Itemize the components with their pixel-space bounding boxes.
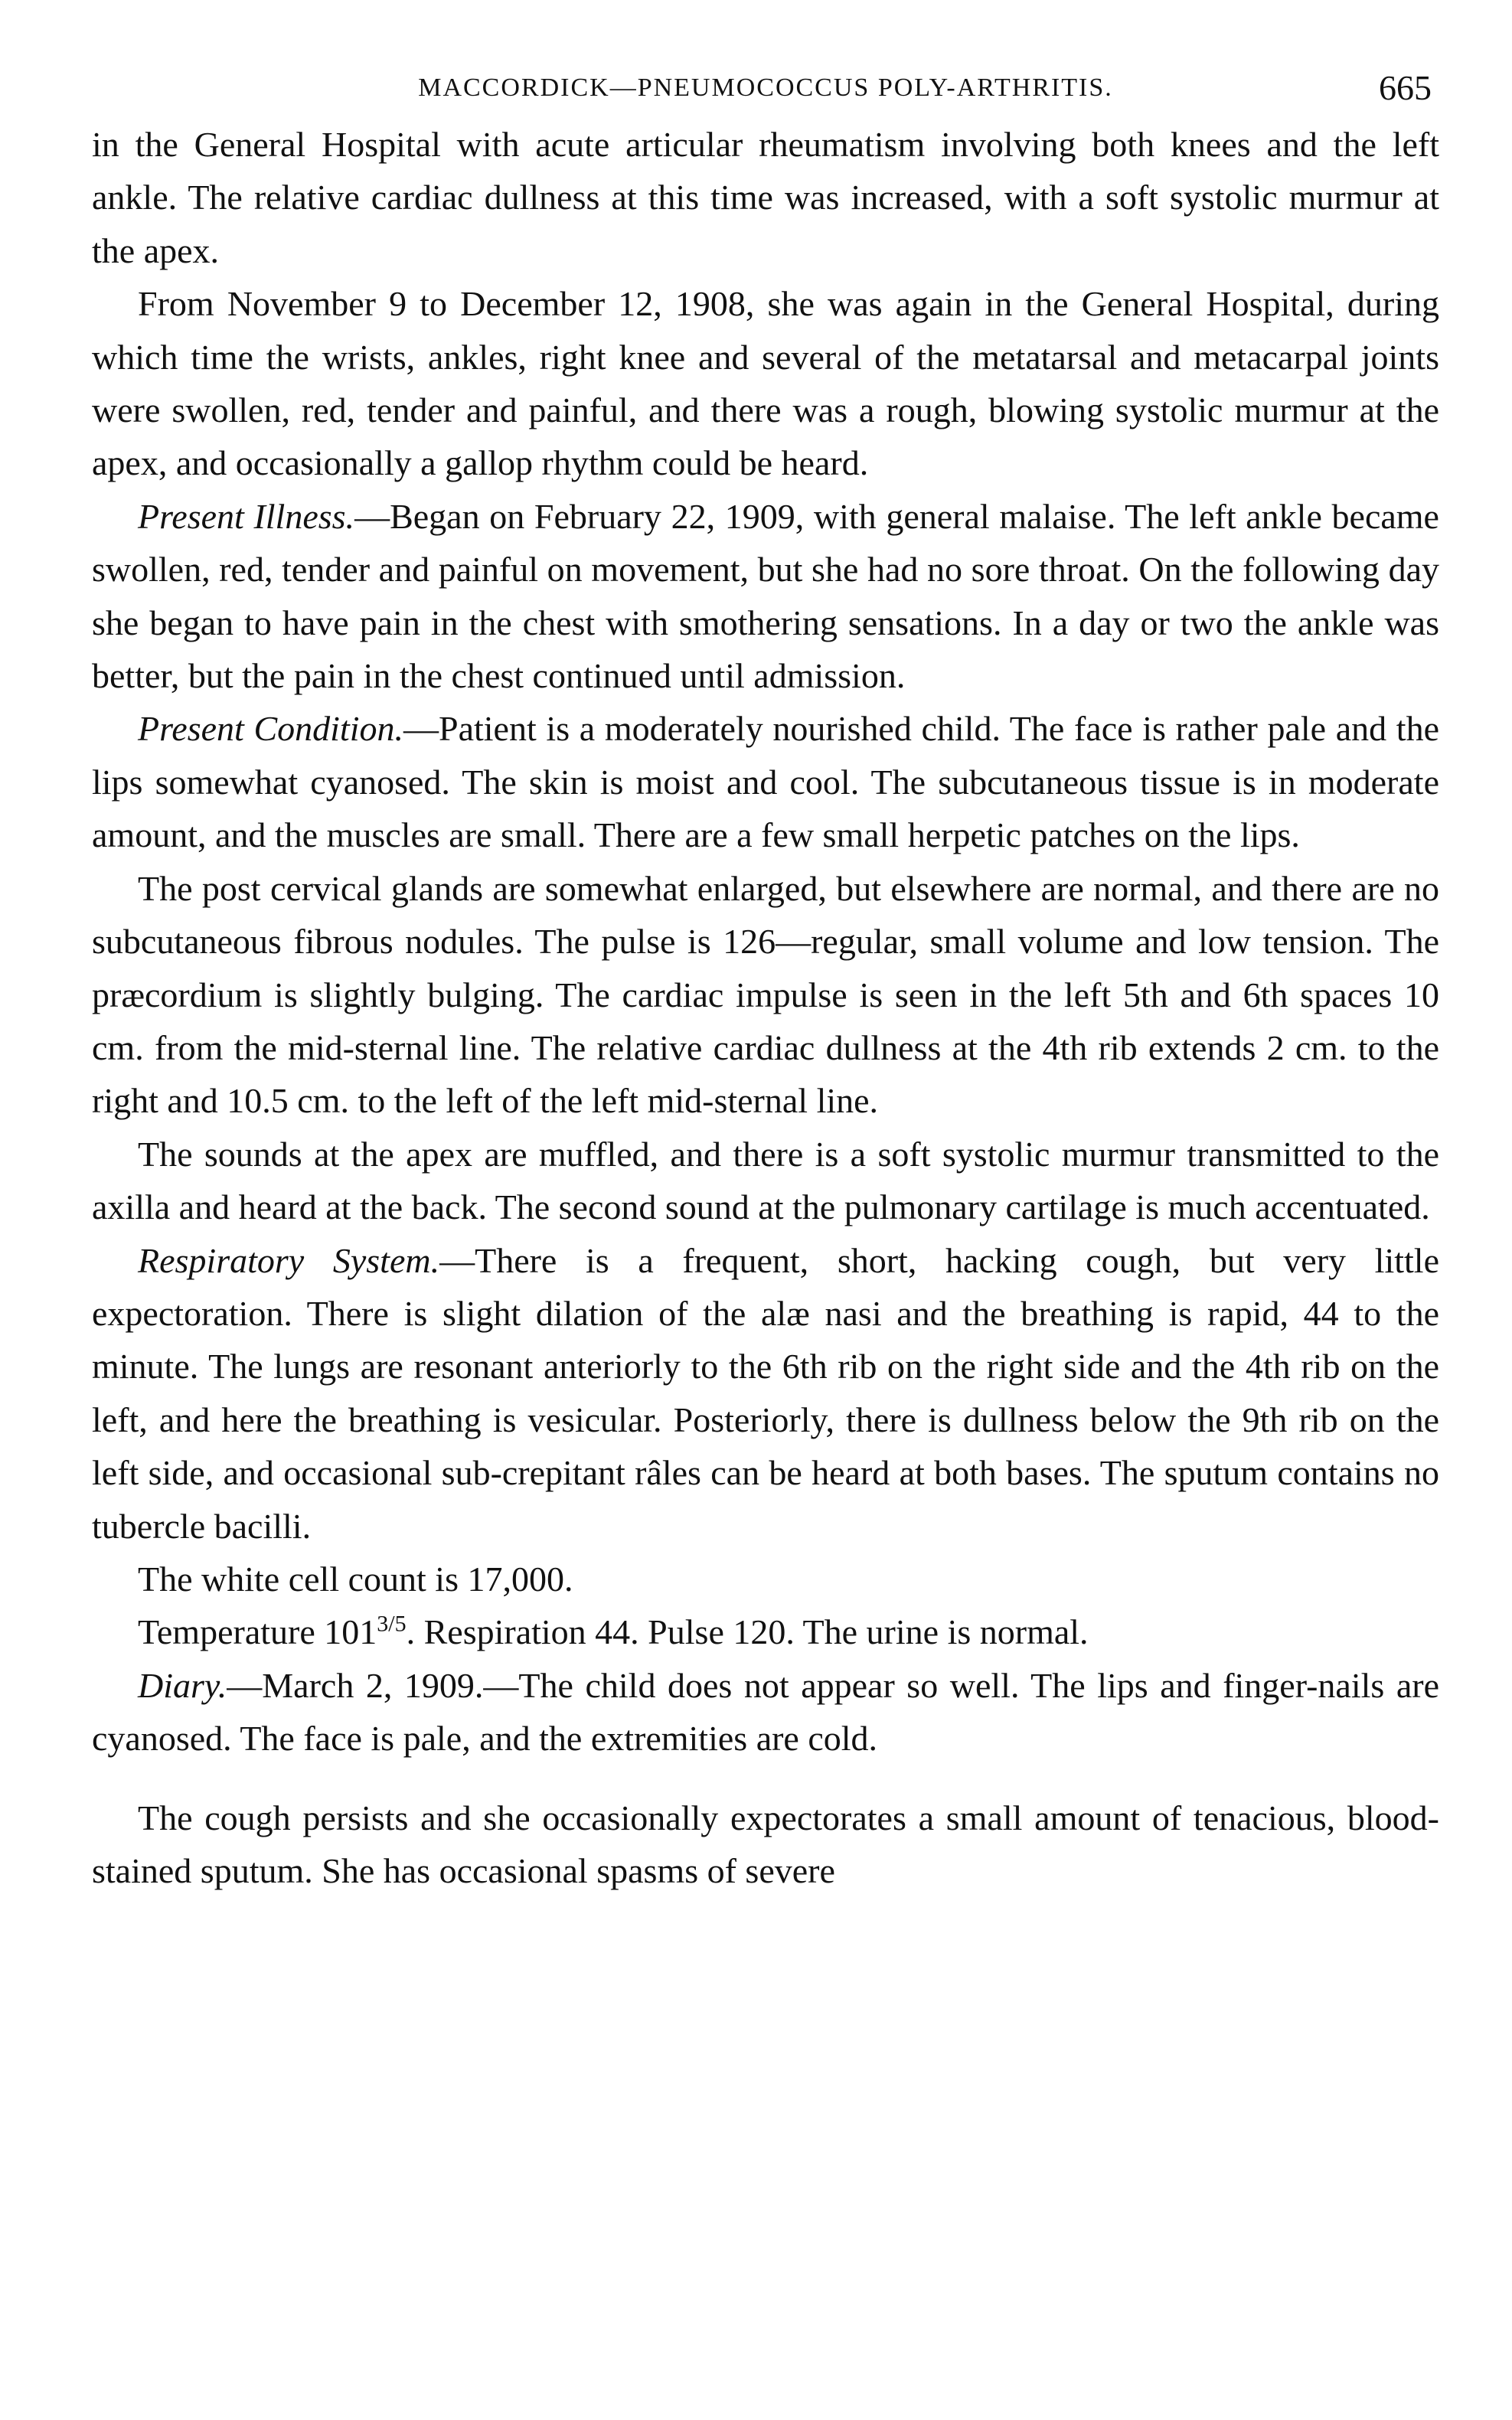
paragraph-text: —Patient is a moderately nourished child. The face is rather pale and the lips somewhat cyanosed. The skin is moist and cool. The subcutaneous tissue is in moderate amount, and the muscles are small. There are a few small herpetic patches on the lips. <box>92 709 1439 855</box>
paragraph-hospital-history <box>92 277 1439 490</box>
paragraph-present-condition <box>92 702 1439 861</box>
paragraph-text: The cough persists and she occasionally expectorates a small amount of tenacious, blood-stained sputum. She has occasional spasms of severe <box>92 1798 1439 1890</box>
paragraph-text: —There is a frequent, short, hacking cough, but very little expectoration. There is slight dilation of the alæ nasi and the breathing is rapid, 44 to the minute. The lungs are resonant anteriorly to the 6th rib on the right side and the 4th rib on the left, and here the breathing is vesicular. Posteriorly, there is dullness below the 9th rib on the left side, and occasional sub-crepitant râles can be heard at both bases. The sputum contains no tubercle bacilli. <box>92 1240 1439 1546</box>
paragraph-text: The post cervical glands are somewhat enlarged, but elsewhere are normal, and there are no subcutaneous fibrous nodules. The pulse is 126—regular, small volume and low tension. The præcordium is slightly bulging. The cardiac impulse is seen in the left 5th and 6th spaces 10 cm. from the mid-sternal line. The relative cardiac dullness at the 4th rib extends 2 cm. to the right and 10.5 cm. to the left of the left mid-sternal line. <box>92 868 1439 1121</box>
temperature-text: Temperature 101 <box>138 1612 377 1652</box>
paragraph-glands-pulse <box>92 862 1439 1128</box>
temperature-rest: . Respiration 44. Pulse 120. The urine is normal. <box>406 1612 1089 1652</box>
paragraph-text: —March 2, 1909.—The child does not appear so well. The lips and finger-nails are cyanosed. The face is pale, and the extremities are cold. <box>92 1665 1439 1759</box>
paragraph-text: The sounds at the apex are muffled, and there is a soft systolic murmur transmitted to the axilla and heard at the back. The second sound at the pulmonary cartilage is much accentuated. <box>92 1134 1439 1227</box>
paragraph-heart-sounds <box>92 1128 1439 1234</box>
paragraph-cough <box>92 1791 1439 1898</box>
page-header <box>92 46 1439 107</box>
section-lead: Present Condition. <box>138 709 403 749</box>
paragraph-diary <box>92 1659 1439 1765</box>
temperature-fraction: 3/5 <box>377 1612 407 1638</box>
paragraph-text: —Began on February 22, 1909, with general malaise. The left ankle became swollen, red, tender and painful on movement, but she had no sore throat. On the following day she began to have pain in the chest with smothering sensations. In a day or two the ankle was better, but the pain in the chest continued until admission. <box>92 496 1439 696</box>
paragraph-text: The white cell count is 17,000. <box>138 1559 573 1599</box>
page <box>92 46 1439 1897</box>
paragraph-text: From November 9 to December 12, 1908, she was again in the General Hospital, during which time the wrists, ankles, right knee and several of the metatarsal and metacarpal joints were swollen, red, tender and painful, and there was a rough, blowing systolic murmur at the apex, and occasionally a gallop rhythm could be heard. <box>92 284 1439 483</box>
paragraph-white-cell-count <box>92 1553 1439 1605</box>
paragraph-continuation <box>92 118 1439 277</box>
page-number: 665 <box>1379 68 1432 107</box>
running-head: MACCORDICK—PNEUMOCOCCUS POLY-ARTHRITIS. <box>418 73 1113 102</box>
article-body <box>92 118 1439 1897</box>
paragraph-respiratory-system <box>92 1234 1439 1553</box>
paragraph-temperature <box>92 1605 1439 1658</box>
section-lead: Present Illness. <box>138 496 355 536</box>
paragraph-text: in the General Hospital with acute articular rheumatism involving both knees and the left ankle. The relative cardiac dullness at this time was increased, with a soft systolic murmur at the apex. <box>92 125 1439 270</box>
section-lead: Respiratory System. <box>138 1240 440 1280</box>
paragraph-present-illness <box>92 490 1439 703</box>
section-lead: Diary. <box>138 1665 227 1705</box>
